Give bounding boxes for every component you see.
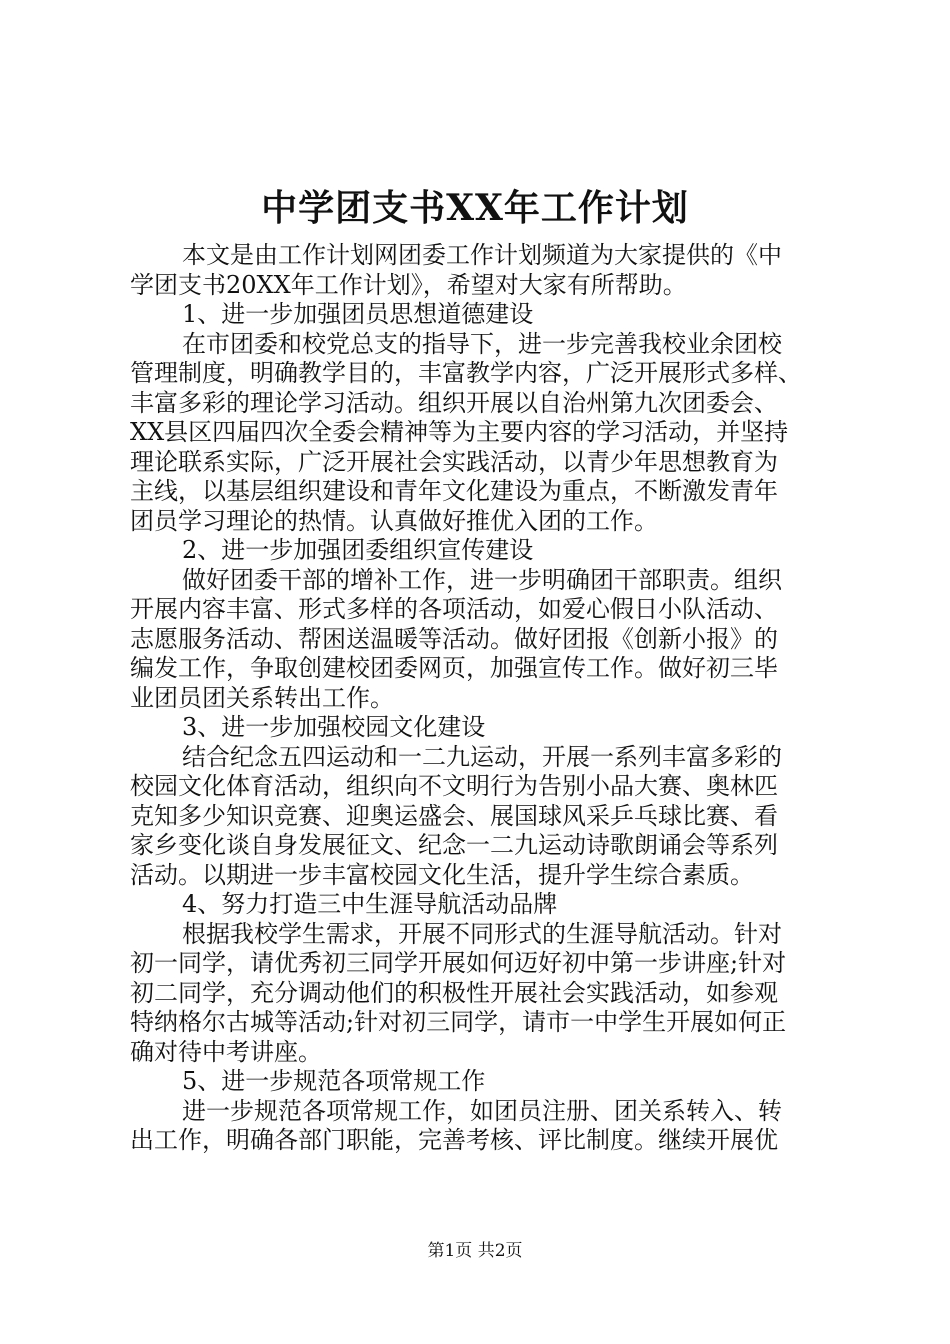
- body-line: 5、进一步规范各项常规工作: [182, 1067, 486, 1095]
- body-line: 主线，以基层组织建设和青年文化建设为重点，不断激发青年: [130, 477, 778, 505]
- body-line: 出工作，明确各部门职能，完善考核、评比制度。继续开展优: [130, 1126, 778, 1154]
- body-line: 管理制度，明确教学目的，丰富教学内容，广泛开展形式多样、: [130, 359, 802, 387]
- body-line: 进一步规范各项常规工作，如团员注册、团关系转入、转: [182, 1096, 782, 1125]
- body-line: 初一同学，请优秀初三同学开展如何迈好初中第一步讲座;针对: [130, 949, 787, 977]
- body-line: 开展内容丰富、形式多样的各项活动，如爱心假日小队活动、: [130, 595, 778, 623]
- body-line: 理论联系实际，广泛开展社会实践活动，以青少年思想教育为: [130, 447, 778, 476]
- body-line: 1、进一步加强团员思想道德建设: [182, 300, 534, 328]
- body-line: 活动。以期进一步丰富校园文化生活，提升学生综合素质。: [130, 860, 754, 889]
- body-line: 2、进一步加强团委组织宣传建设: [182, 536, 534, 564]
- page-footer: 第1页 共2页: [427, 1241, 523, 1261]
- body-line: 根据我校学生需求，开展不同形式的生涯导航活动。针对: [182, 919, 782, 948]
- body-line: 特纳格尔古城等活动;针对初三同学，请市一中学生开展如何正: [130, 1008, 787, 1036]
- body-line: 校园文化体育活动，组织向不文明行为告别小品大赛、奥林匹: [130, 772, 778, 800]
- body-line: 克知多少知识竞赛、迎奥运盛会、展国球风采乒乓球比赛、看: [130, 801, 778, 830]
- body-line: 编发工作，争取创建校团委网页，加强宣传工作。做好初三毕: [130, 654, 778, 682]
- body-line: 学团支书20XX年工作计划》，希望对大家有所帮助。: [130, 270, 687, 299]
- body-line: 家乡变化谈自身发展征文、纪念一二九运动诗歌朗诵会等系列: [130, 831, 778, 859]
- body-line: 丰富多彩的理论学习活动。组织开展以自治州第九次团委会、: [130, 388, 778, 417]
- document-body: [130, 241, 830, 1156]
- body-line: 在市团委和校党总支的指导下，进一步完善我校业余团校: [182, 329, 782, 358]
- body-line: 3、进一步加强校园文化建设: [182, 713, 486, 741]
- body-line: 4、努力打造三中生涯导航活动品牌: [182, 890, 558, 918]
- body-line: 做好团委干部的增补工作，进一步明确团干部职责。组织: [182, 565, 782, 594]
- document-title: 中学团支书XX年工作计划: [261, 187, 689, 229]
- body-line: 本文是由工作计划网团委工作计划频道为大家提供的《中: [182, 241, 782, 269]
- body-line: 业团员团关系转出工作。: [130, 683, 394, 712]
- body-line: 团员学习理论的热情。认真做好推优入团的工作。: [130, 506, 658, 535]
- body-line: 确对待中考讲座。: [130, 1037, 322, 1066]
- body-line: XX县区四届四次全委会精神等为主要内容的学习活动，并坚持: [130, 418, 789, 446]
- body-line: 志愿服务活动、帮困送温暖等活动。做好团报《创新小报》的: [130, 624, 778, 653]
- body-line: 结合纪念五四运动和一二九运动，开展一系列丰富多彩的: [182, 742, 782, 771]
- body-line: 初二同学，充分调动他们的积极性开展社会实践活动，如参观: [130, 978, 778, 1007]
